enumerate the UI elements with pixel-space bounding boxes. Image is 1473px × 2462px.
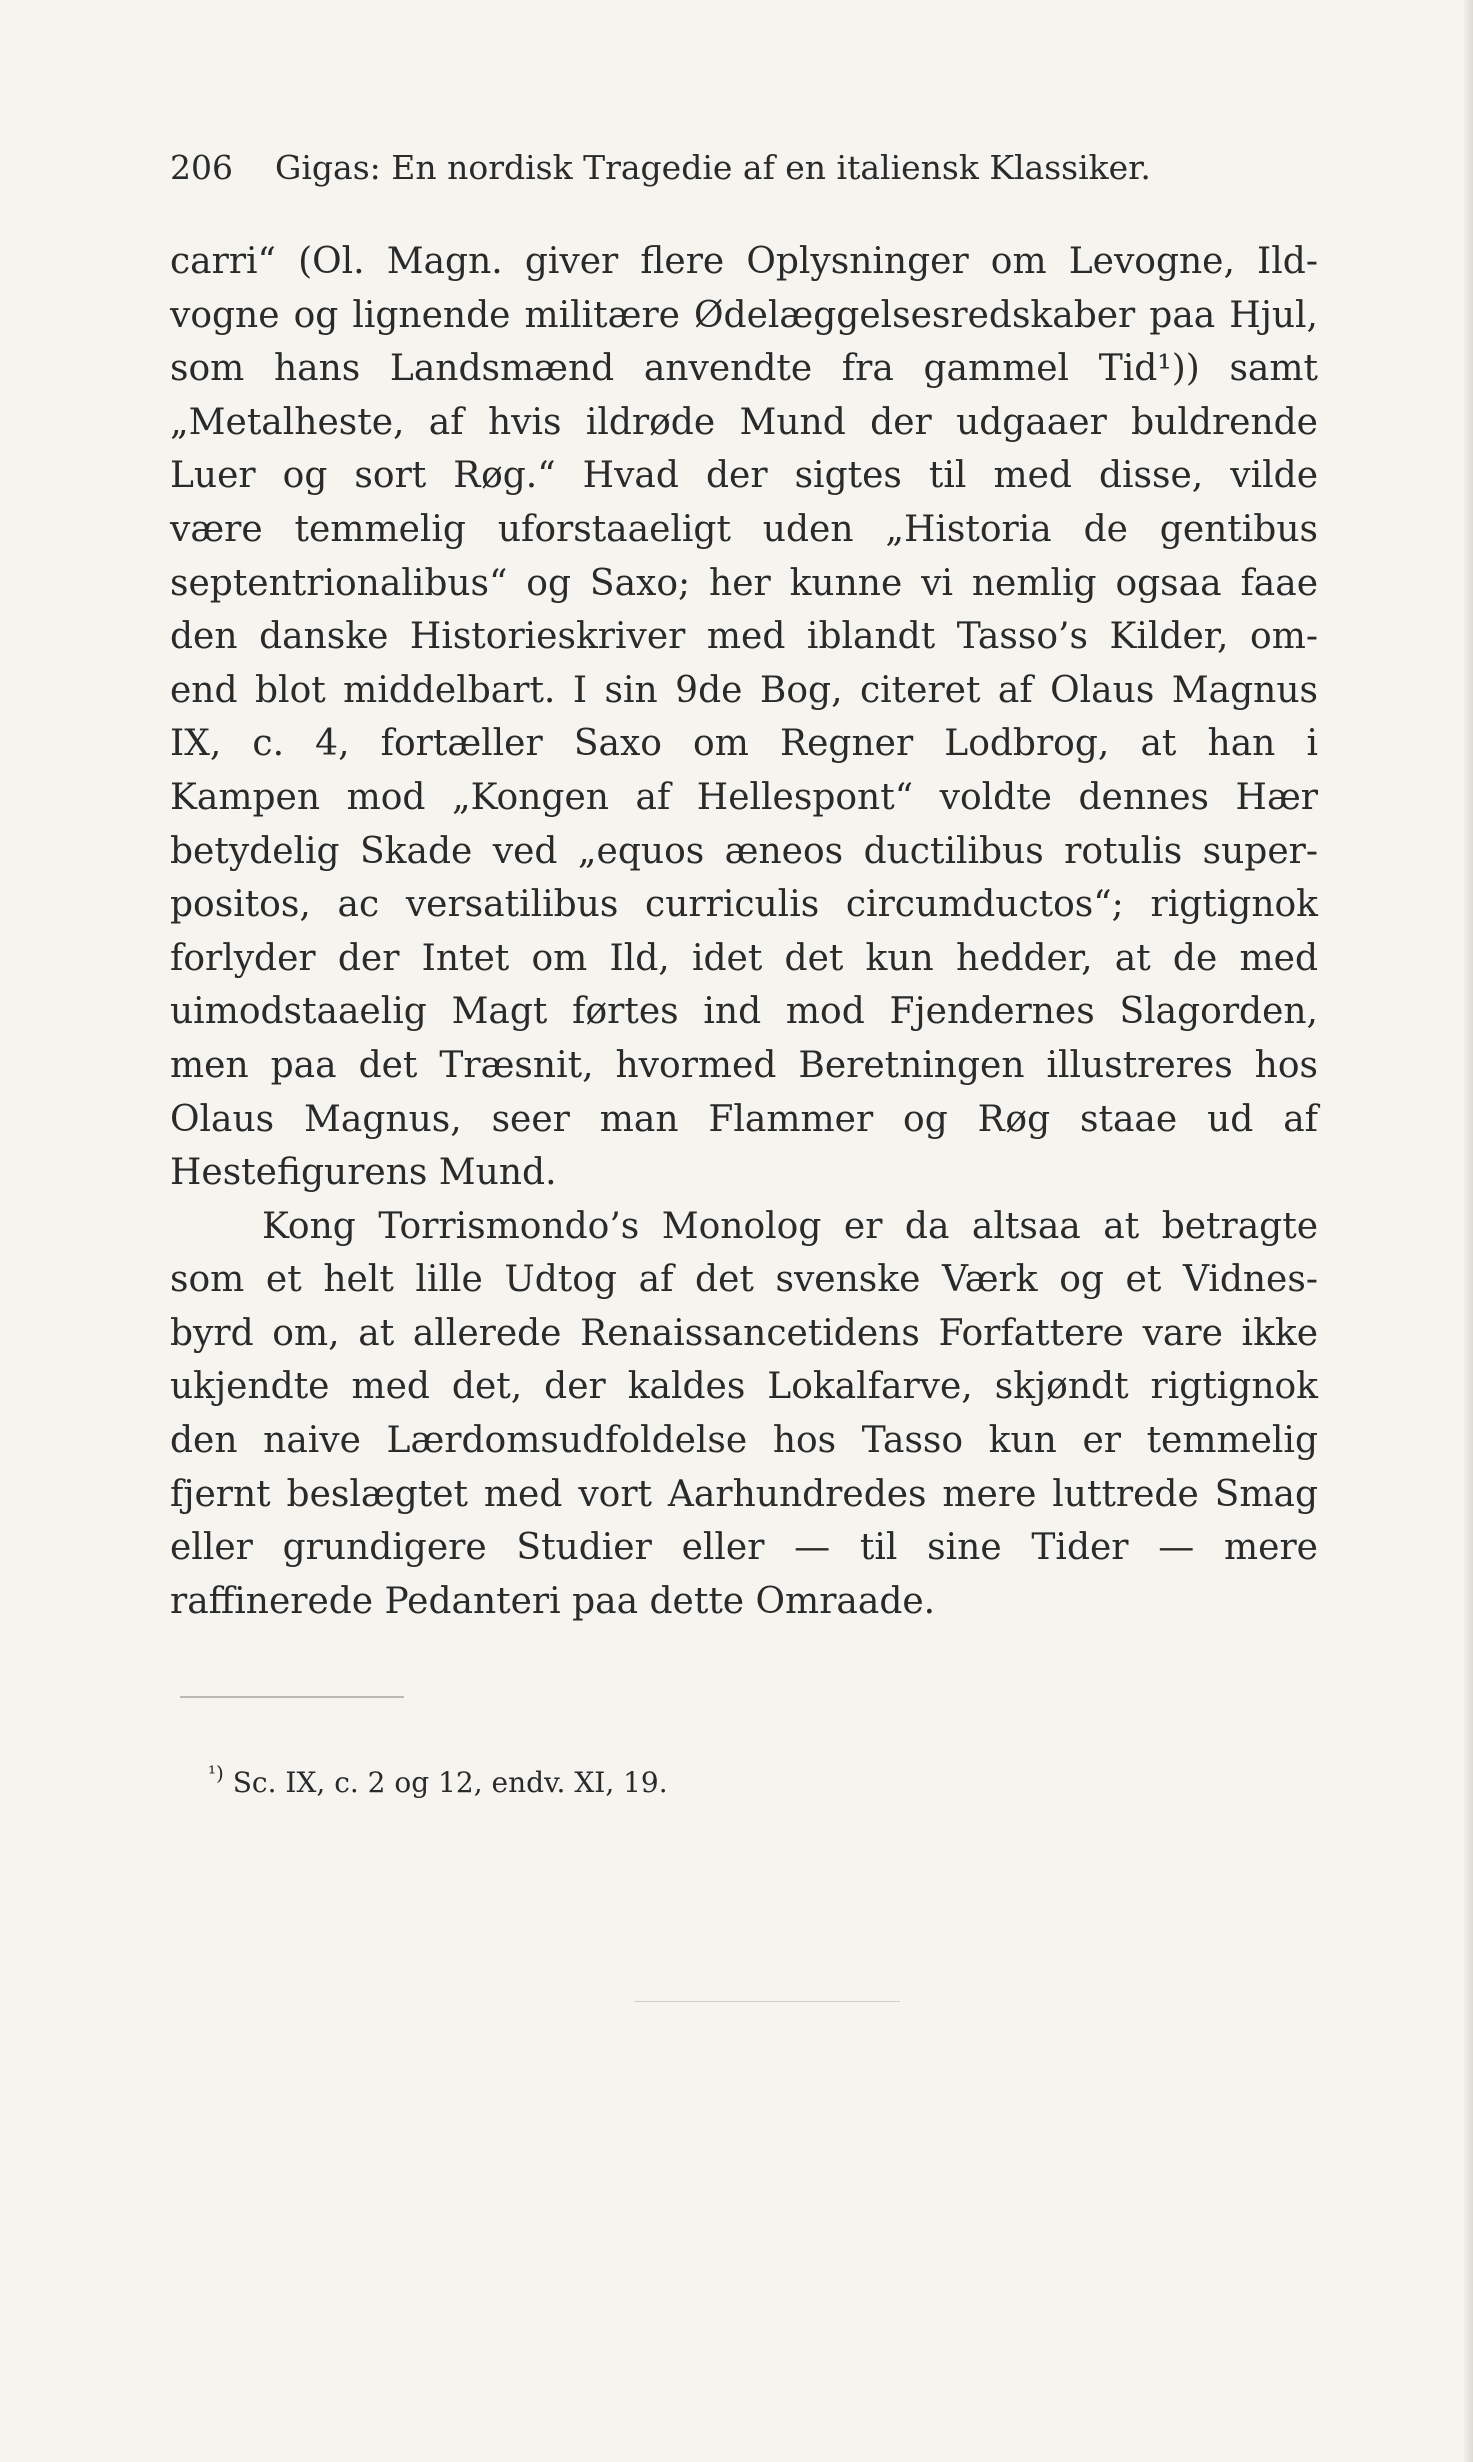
page-header (170, 148, 1330, 188)
text-line-20: som et helt lille Udtog af det svenske Værk og et Vidnes- (170, 1259, 1318, 1301)
page-edge-shadow (1464, 0, 1473, 2462)
text-line-6: være temmelig uforstaaeligt uden „Historia de gentibus (170, 508, 1318, 550)
bottom-divider (634, 2001, 900, 2002)
footnote-marker: ¹) (208, 1761, 224, 1785)
text-line-3: som hans Landsmænd anvendte fra gammel Tid¹)) samt (170, 348, 1318, 390)
text-line-26: raffinerede Pedanteri paa dette Omraade. (170, 1580, 936, 1622)
text-line-19: Kong Torrismondo’s Monolog er da altsaa at betragte (262, 1205, 1318, 1247)
text-line-12: betydelig Skade ved „equos æneos ductilibus rotulis super- (170, 830, 1318, 872)
footnote (208, 1755, 668, 1801)
footnote-divider (180, 1696, 404, 1698)
text-line-15: uimodstaaelig Magt førtes ind mod Fjendernes Slagorden, (170, 991, 1318, 1033)
text-line-22: ukjendte med det, der kaldes Lokalfarve, skjøndt rigtignok (170, 1366, 1318, 1408)
text-line-25: eller grundigere Studier eller — til sine Tider — mere (170, 1527, 1318, 1569)
text-line-5: Luer og sort Røg.“ Hvad der sigtes til med disse, vilde (170, 455, 1318, 497)
text-line-4: „Metalheste, af hvis ildrøde Mund der udgaaer buldrende (170, 401, 1318, 443)
text-line-2: vogne og lignende militære Ødelæggelsesredskaber paa Hjul, (170, 294, 1318, 336)
text-line-17: Olaus Magnus, seer man Flammer og Røg staae ud af (170, 1098, 1318, 1140)
text-line-18: Hestefigurens Mund. (170, 1152, 557, 1194)
running-title: Gigas: En nordisk Tragedie af en italiensk Klassiker. (275, 148, 1151, 187)
text-line-1: carri“ (Ol. Magn. giver flere Oplysninger om Levogne, Ild- (170, 241, 1318, 282)
text-line-23: den naive Lærdomsudfoldelse hos Tasso kun er temmelig (170, 1420, 1318, 1462)
text-line-10: IX, c. 4, fortæller Saxo om Regner Lodbrog, at han i (170, 723, 1318, 765)
text-line-14: forlyder der Intet om Ild, idet det kun hedder, at de med (170, 937, 1318, 979)
footnote-text: Sc. IX, c. 2 og 12, endv. XI, 19. (232, 1766, 668, 1799)
page-number: 206 (170, 148, 233, 187)
text-line-21: byrd om, at allerede Renaissancetidens Forfattere vare ikke (170, 1312, 1318, 1354)
text-line-11: Kampen mod „Kongen af Hellespont“ voldte dennes Hær (170, 776, 1318, 818)
text-line-7: septentrionalibus“ og Saxo; her kunne vi nemlig ogsaa faae (170, 562, 1318, 604)
text-line-24: fjernt beslægtet med vort Aarhundredes mere luttrede Smag (170, 1473, 1318, 1515)
text-line-16: men paa det Træsnit, hvormed Beretningen illustreres hos (170, 1044, 1318, 1086)
body-text (170, 235, 1318, 1628)
text-line-9: end blot middelbart. I sin 9de Bog, citeret af Olaus Magnus (170, 669, 1318, 711)
text-line-8: den danske Historieskriver med iblandt Tasso’s Kilder, om- (170, 616, 1318, 658)
text-line-13: positos, ac versatilibus curriculis circumductos“; rigtignok (170, 884, 1318, 926)
